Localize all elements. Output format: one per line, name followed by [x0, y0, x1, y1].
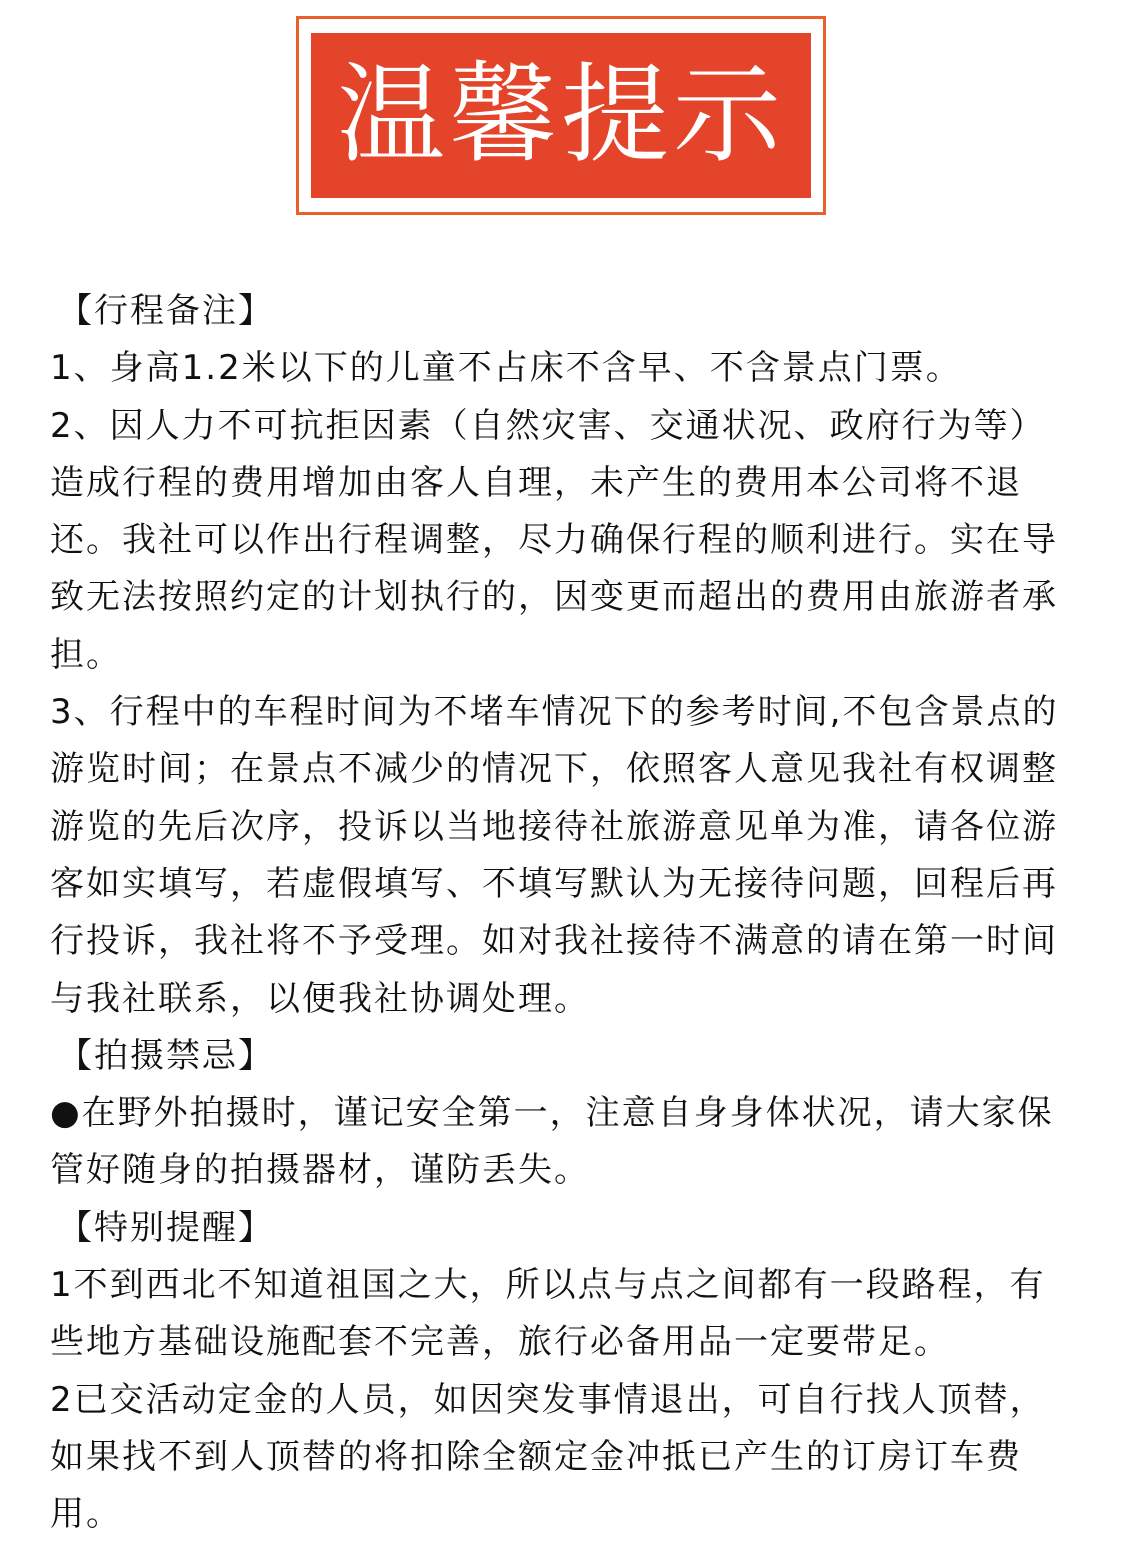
- notice-content: [50, 283, 1080, 1544]
- itinerary-item-3: 3、行程中的车程时间为不堵车情况下的参考时间,不包含景点的游览时间；在景点不减少的情况下，依照客人意见我社有权调整游览的先后次序，投诉以当地接待社旅游意见单为准，请各位游客如实填写，若虚假填写、不填写默认为无接待问题，回程后再行投诉，我社将不予受理。如对我社接待不满意的请在第一时间与我社联系，以便我社协调处理。: [50, 692, 1059, 1019]
- special-item-1: 1不到西北不知道祖国之大，所以点与点之间都有一段路程，有些地方基础设施配套不完善，旅行必备用品一定要带足。: [50, 1265, 1046, 1363]
- special-item-2: 2已交活动定金的人员，如因突发事情退出，可自行找人顶替，如果找不到人顶替的将扣除全额定金冲抵已产生的订房订车费用。: [50, 1379, 1046, 1535]
- itinerary-item-1: 1、身高1.2米以下的儿童不占床不含早、不含景点门票。: [50, 348, 962, 389]
- photography-item-1: ●在野外拍摄时，谨记安全第一，注意自身身体状况，请大家保管好随身的拍摄器材，谨防丢失。: [50, 1093, 1054, 1191]
- section-title-itinerary: 【行程备注】: [58, 291, 274, 331]
- banner-title: 温馨提示: [336, 52, 785, 178]
- section-title-special: 【特别提醒】: [58, 1207, 274, 1248]
- banner-frame: [296, 16, 826, 215]
- banner: [311, 33, 811, 198]
- itinerary-item-2: 2、因人力不可抗拒因素（自然灾害、交通状况、政府行为等）造成行程的费用增加由客人自理，未产生的费用本公司将不退还。我社可以作出行程调整，尽力确保行程的顺利进行。实在导致无法按照约定的计划执行的，因变更而超出的费用由旅游者承担。: [50, 405, 1058, 675]
- section-title-photography: 【拍摄禁忌】: [58, 1035, 274, 1076]
